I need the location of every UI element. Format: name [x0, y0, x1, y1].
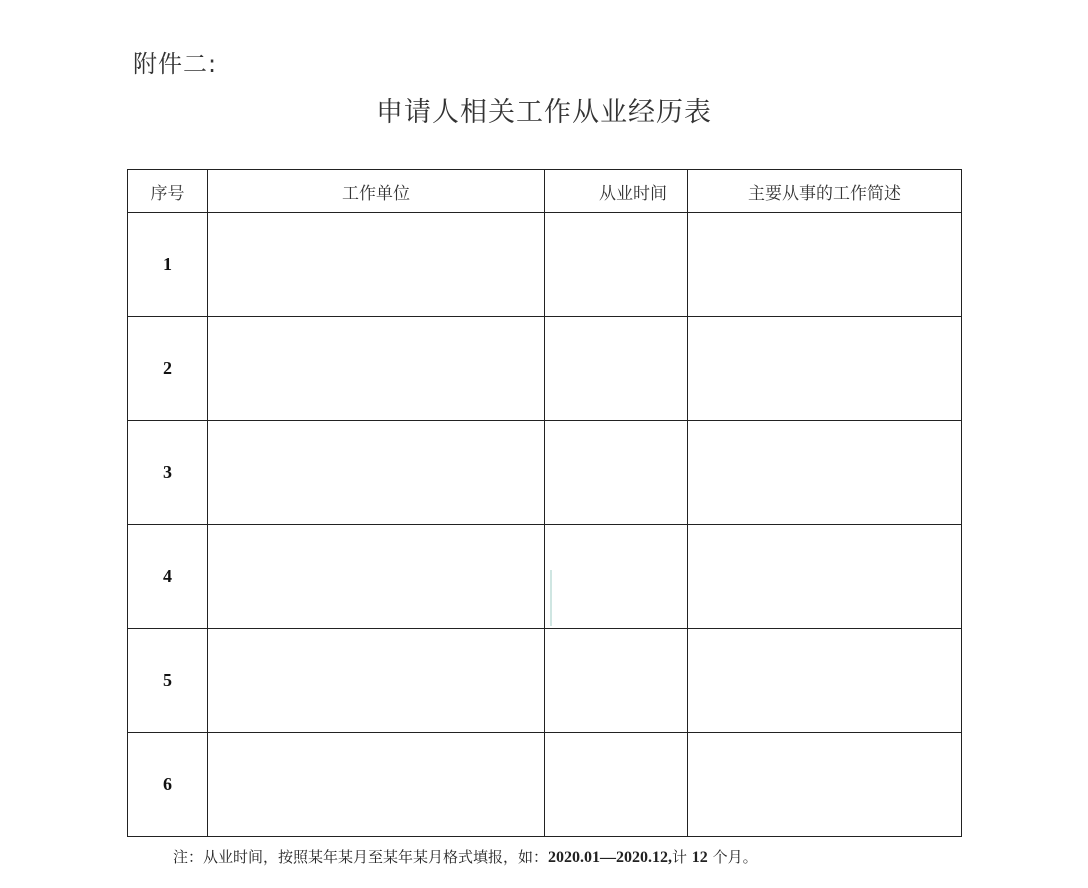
work-period-cell[interactable] [545, 629, 688, 733]
work-period-cell[interactable] [545, 421, 688, 525]
work-period-cell[interactable] [545, 213, 688, 317]
row-number: 1 [128, 213, 208, 317]
footnote-example: 2020.01—2020.12, [548, 849, 673, 866]
work-period-cell[interactable] [545, 317, 688, 421]
table-header-row [128, 170, 962, 213]
table-row [128, 317, 962, 421]
work-description-cell[interactable] [688, 629, 962, 733]
attachment-label: 附件二: [133, 50, 218, 78]
header-work-period: 从业时间 [545, 170, 688, 213]
table-row [128, 421, 962, 525]
work-unit-cell[interactable] [208, 317, 545, 421]
footnote-count: 12 [691, 849, 708, 866]
work-period-cell[interactable] [545, 733, 688, 837]
page-title: 申请人相关工作从业经历表 [376, 97, 712, 128]
header-work-description: 主要从事的工作简述 [688, 170, 962, 213]
header-index: 序号 [128, 170, 208, 213]
experience-table [127, 169, 962, 837]
work-unit-cell[interactable] [208, 213, 545, 317]
work-description-cell[interactable] [688, 733, 962, 837]
work-description-cell[interactable] [688, 525, 962, 629]
table-row [128, 733, 962, 837]
table-row [128, 213, 962, 317]
row-number: 3 [128, 421, 208, 525]
row-number: 2 [128, 317, 208, 421]
header-work-unit: 工作单位 [208, 170, 545, 213]
row-number: 6 [128, 733, 208, 837]
table-row [128, 629, 962, 733]
table-row [128, 525, 962, 629]
text-cursor-mark [550, 570, 552, 626]
work-description-cell[interactable] [688, 421, 962, 525]
work-description-cell[interactable] [688, 213, 962, 317]
work-unit-cell[interactable] [208, 733, 545, 837]
footnote-middle: 计 [672, 848, 692, 866]
work-description-cell[interactable] [688, 317, 962, 421]
footnote [173, 846, 758, 867]
footnote-suffix: 个月。 [707, 848, 758, 866]
work-period-cell[interactable] [545, 525, 688, 629]
footnote-prefix: 注：从业时间，按照某年某月至某年某月格式填报，如： [173, 848, 549, 866]
row-number: 5 [128, 629, 208, 733]
work-unit-cell[interactable] [208, 525, 545, 629]
row-number: 4 [128, 525, 208, 629]
work-unit-cell[interactable] [208, 629, 545, 733]
work-unit-cell[interactable] [208, 421, 545, 525]
